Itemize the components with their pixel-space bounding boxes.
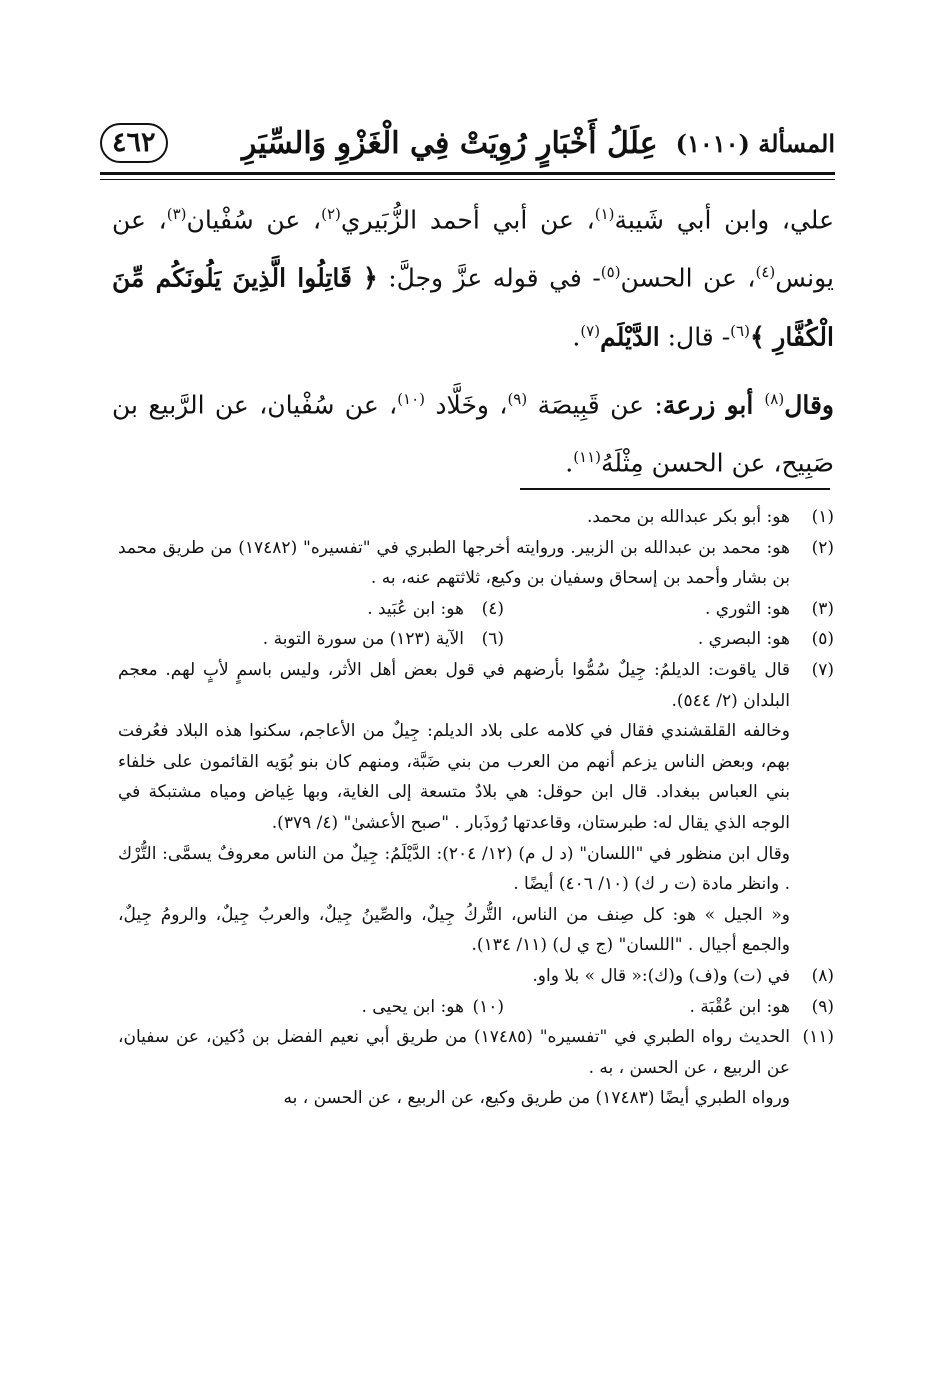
footnote-text: هو: ابن عُبَيد . <box>367 598 464 619</box>
footnote-ref[interactable]: (٥) <box>600 263 621 282</box>
text-run: علي، وابن أبي شَيبة <box>614 205 834 235</box>
footnote-3-4 <box>118 594 834 625</box>
footnote-divider <box>520 488 830 490</box>
footnote-ref[interactable]: (٢) <box>321 205 341 223</box>
narrator-name: أبو زرعة <box>662 390 765 420</box>
footnote-6 <box>118 624 504 655</box>
footnote-text: هو: الثوري . <box>704 598 790 619</box>
footnote-ref[interactable]: (٩) <box>507 389 528 408</box>
quran-verse: ﴿ قَاتِلُوا الَّذِينَ يَلُونَكُم مِّنَ الْكُفَّارِ ﴾ <box>112 263 834 351</box>
footnote-number: (٦) <box>481 629 504 650</box>
footnote-10 <box>118 992 504 1023</box>
footnote-9 <box>504 992 834 1023</box>
footnote-text: قال ياقوت: الديلمُ: جِيلٌ سُمُّوا بأرضهم في قول بعض أهل الأثر، وليس باسمٍ لأبٍ لهم. معجم البلدان (٢/ ٥٤٤). <box>118 659 790 711</box>
footnote-ref[interactable]: (١) <box>594 205 615 223</box>
footnote-text: هو: ابن عُقْبَة . <box>689 996 790 1017</box>
text-run: وقال <box>784 390 834 420</box>
footnote-number: (٣) <box>811 598 834 619</box>
text-run: . <box>572 321 581 351</box>
text-run: ، وخَلَّاد <box>425 390 508 420</box>
footnote-text: هو: ابن يحيى . <box>361 996 464 1017</box>
footnote-11-continuation: ورواه الطبري أيضًا (١٧٤٨٣) من طريق وكيع، عن الربيع ، عن الحسن ، به <box>283 1088 790 1109</box>
footnote-ref[interactable]: (٤) <box>755 263 776 282</box>
main-text <box>112 188 834 490</box>
main-paragraph-1 <box>112 188 834 363</box>
issue-label: المسألة (١٠١٠) <box>675 128 835 158</box>
text-run: - في قوله عزَّ وجلَّ: <box>377 263 601 293</box>
footnote-7-continuation: و« الجيل » هو: كل صِنف من الناس، التُّركُ جِيلٌ، والصِّينُ جِيلٌ، والعربُ جِيلٌ، والرومُ جِيلٌ، والجمع أجيال . "اللسان" (ج ي ل) (١١/ ١٣٤). <box>118 904 790 956</box>
footnote-text: الآية (١٢٣) من سورة التوبة . <box>262 629 464 650</box>
header-rule-thick <box>100 172 835 175</box>
running-title: عِلَلُ أَخْبَارٍ رُوِيَتْ فِي الْغَزْوِ وَالسِّيَرِ <box>241 125 658 161</box>
text-run: ، عن أبي أحمد الزُّبَيري <box>340 205 595 235</box>
footnote-5 <box>504 624 834 655</box>
text-run: - قال: <box>659 321 731 351</box>
footnote-number: (٧) <box>811 659 834 680</box>
footnote-8 <box>118 961 834 992</box>
footnote-number: (٢) <box>811 537 834 558</box>
footnote-7-continuation: وقال ابن منظور في "اللسان" (د ل م) (١٢/ ٢٠٤): الدَّيْلَمُ: جِيلٌ من الناس معروفٌ يسمَّى: التُّرْك . وانظر مادة (ت ر ك) (١٠/ ٤٠٦) أيضًا . <box>118 843 790 895</box>
footnote-number: (٨) <box>811 965 834 986</box>
footnote-11 <box>118 1022 834 1083</box>
text-run: . <box>565 448 574 478</box>
footnote-number: (٤) <box>481 598 504 619</box>
footnote-number: (٥) <box>811 629 834 650</box>
main-paragraph-2 <box>112 373 834 490</box>
footnote-4 <box>118 594 504 625</box>
footnote-number: (١٠) <box>472 996 504 1017</box>
text-run: : عن قَبِيصَة <box>527 390 663 420</box>
footnote-number: (٩) <box>811 996 834 1017</box>
answer-word: الدَّيْلَم <box>600 321 660 351</box>
text-run: ، عن الحسن <box>620 263 756 293</box>
footnote-text: هو: محمد بن عبدالله بن الزبير. وروايته أخرجها الطبري في "تفسيره" (١٧٤٨٢) من طريق محمد بن بشار وأحمد بن إسحاق وسفيان بن وكيع، ثلاثتهم عنه، به . <box>118 537 790 589</box>
footnote-2 <box>118 533 834 594</box>
footnote-3 <box>504 594 834 625</box>
footnotes <box>118 502 834 1114</box>
footnote-ref[interactable]: (١٠) <box>397 389 426 408</box>
footnote-ref[interactable]: (٦) <box>730 321 750 340</box>
footnote-text: في (ت) و(ف) و(ك):« قال » بلا واو. <box>532 965 790 986</box>
footnote-text: هو: أبو بكر عبدالله بن محمد. <box>587 507 790 527</box>
footnote-7 <box>118 655 834 716</box>
footnote-ref[interactable]: (٧) <box>580 321 601 340</box>
page-header <box>100 118 835 168</box>
footnote-ref[interactable]: (٣) <box>166 205 187 223</box>
text-run: ، عن سُفْيان، عن الرَّبيع بن صَبِيح، عن الحسن مِثْلَهُ <box>112 390 834 478</box>
footnote-1 <box>118 502 834 533</box>
footnote-5-6 <box>118 624 834 655</box>
footnote-9-10 <box>118 992 834 1023</box>
footnote-7-continuation: وخالفه القلقشندي فقال في كلامه على بلاد الديلم: جِيلٌ من الأعاجم، سكنوا هذه البلاد فعُرفت بهم، وبعض الناس يزعم أنهم من العرب من بني ضَبَّة، ومنهم كان بنو بُوَيه القائمون على خلفاء بني العباس ببغداد. قال ابن حوقل: هي بلادٌ متسعة إلى الغاية، وبها غِياض ومياه مشتبكة في الوجه الذي يقال له: طبرستان، وقاعدتها رُوذَبار . "صبح الأعشىٰ" (٤/ ٣٧٩). <box>118 721 790 833</box>
footnote-number: (١) <box>811 507 834 527</box>
text-run: ، عن سُفْيان <box>186 205 322 235</box>
footnote-text: هو: البصري . <box>697 629 790 650</box>
footnote-number: (١١) <box>802 1027 834 1048</box>
text-run: ، عن يونس <box>112 205 834 293</box>
page-number: ٤٦٢ <box>100 123 168 163</box>
footnote-text: الحديث رواه الطبري في "تفسيره" (١٧٤٨٥) من طريق أبي نعيم الفضل بن دُكين، عن سفيان، عن الربيع ، عن الحسن ، به . <box>118 1027 791 1078</box>
footnote-ref[interactable]: (١١) <box>573 448 602 467</box>
header-rule-thin <box>100 179 835 180</box>
footnote-ref[interactable]: (٨) <box>764 389 785 408</box>
